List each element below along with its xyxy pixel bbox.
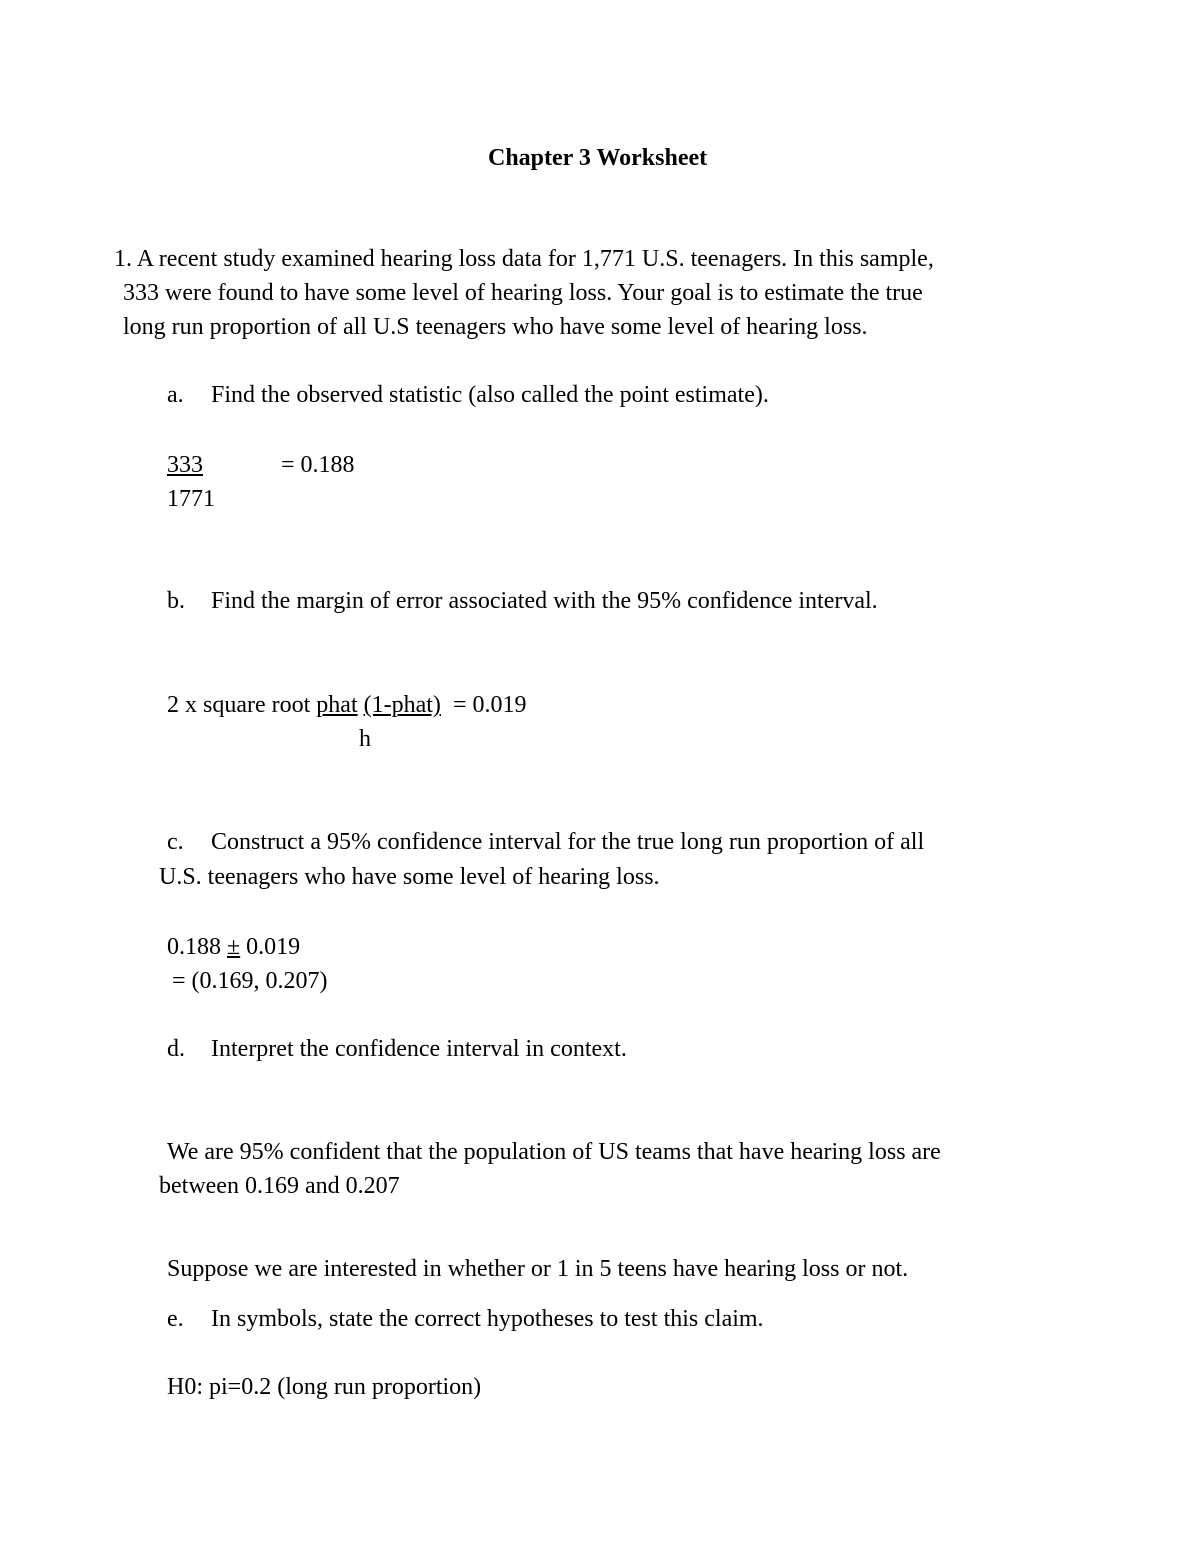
part-d-text: Interpret the confidence interval in context. [211, 1036, 627, 1062]
formula-result: = 0.019 [452, 692, 527, 718]
part-c-text-1: Construct a 95% confidence interval for the true long run proportion of all [211, 829, 925, 855]
part-b-formula [167, 690, 526, 720]
plus-minus-symbol: ± [227, 934, 241, 960]
ci-margin: 0.019 [246, 934, 301, 960]
part-e-question [167, 1304, 764, 1334]
part-b-question [167, 586, 878, 616]
question-1-text-1: A recent study examined hearing loss data for 1,771 U.S. teenagers. In this sample, [136, 246, 934, 272]
question-1-line-2: 333 were found to have some level of hearing loss. Your goal is to estimate the true [123, 280, 923, 306]
part-b-label: b. [167, 588, 185, 614]
part-a-label: a. [167, 382, 184, 408]
suppose-statement: Suppose we are interested in whether or 1 in 5 teens have hearing loss or not. [167, 1256, 909, 1282]
part-c-answer-line-2: = (0.169, 0.207) [172, 968, 328, 994]
null-hypothesis: H0: pi=0.2 (long run proportion) [167, 1374, 482, 1400]
part-e-text: In symbols, state the correct hypotheses to test this claim. [211, 1306, 764, 1332]
formula-prefix: 2 x square root [167, 692, 311, 718]
question-number: 1. [114, 246, 132, 272]
part-c-question-line-1 [167, 827, 924, 857]
ci-estimate: 0.188 [167, 934, 221, 960]
part-a-denominator: 1771 [167, 486, 215, 512]
part-a-text: Find the observed statistic (also called the point estimate). [211, 382, 769, 408]
question-1-line-3: long run proportion of all U.S teenagers who have some level of hearing loss. [123, 314, 868, 340]
part-a-question [167, 380, 769, 410]
question-1-line-1 [114, 244, 934, 274]
part-d-question [167, 1034, 627, 1064]
part-a-result: = 0.188 [281, 452, 355, 478]
part-d-answer-line-1: We are 95% confident that the population of US teams that have hearing loss are [167, 1139, 941, 1165]
part-c-question-line-2: U.S. teenagers who have some level of hearing loss. [159, 864, 660, 890]
part-b-text: Find the margin of error associated with the 95% confidence interval. [211, 588, 878, 614]
part-d-label: d. [167, 1036, 185, 1062]
formula-numerator-phat: phat [316, 692, 358, 718]
part-d-answer-line-2: between 0.169 and 0.207 [159, 1173, 400, 1199]
formula-numerator-one-minus-phat: (1-phat) [363, 692, 441, 718]
part-c-answer-line-1 [167, 932, 300, 962]
part-e-label: e. [167, 1306, 184, 1332]
formula-denominator: h [359, 726, 371, 752]
part-c-label: c. [167, 829, 184, 855]
page-title: Chapter 3 Worksheet [488, 145, 708, 171]
part-a-numerator: 333 [167, 452, 203, 478]
